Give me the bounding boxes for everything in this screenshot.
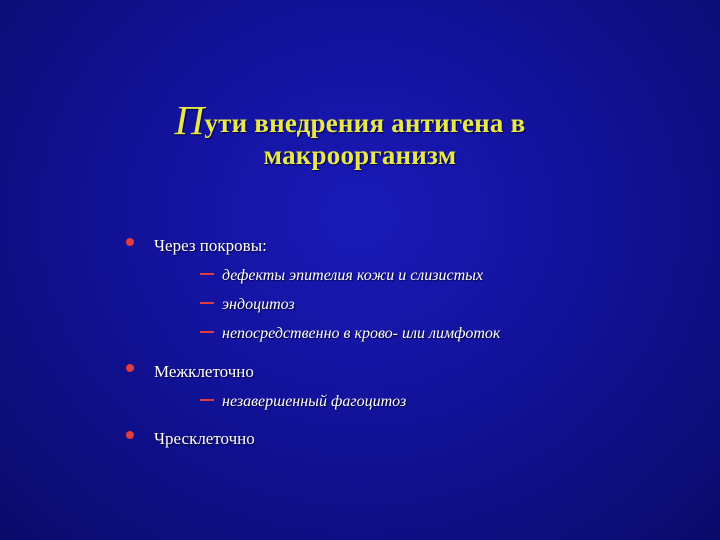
bullet-dot-icon bbox=[126, 364, 134, 372]
sub-item-1-3-text: непосредственно в крово- или лимфоток bbox=[222, 325, 501, 342]
sub-item-1-2 bbox=[200, 296, 295, 314]
dash-bullet-icon bbox=[200, 273, 214, 275]
bullet-item-2-label: Межклеточно bbox=[154, 362, 254, 381]
dash-bullet-icon bbox=[200, 302, 214, 304]
bullet-item-3 bbox=[126, 429, 255, 449]
slide-title-line-2: макроорганизм bbox=[263, 140, 457, 170]
sub-item-2-1-text: незавершенный фагоцитоз bbox=[222, 393, 407, 410]
bullet-item-2 bbox=[126, 362, 254, 382]
bullet-dot-icon bbox=[126, 238, 134, 246]
dash-bullet-icon bbox=[200, 331, 214, 333]
title-line-1-text: ути внедрения антигена в bbox=[204, 108, 526, 138]
bullet-item-3-label: Чресклеточно bbox=[154, 429, 255, 448]
sub-item-1-1 bbox=[200, 267, 483, 285]
bullet-item-1 bbox=[126, 236, 267, 256]
bullet-item-1-label: Через покровы: bbox=[154, 236, 267, 255]
sub-item-2-1 bbox=[200, 393, 406, 411]
sub-item-1-1-text: дефекты эпителия кожи и слизистых bbox=[222, 267, 484, 284]
slide-title-line-1 bbox=[0, 96, 710, 144]
sub-item-1-2-text: эндоцитоз bbox=[222, 296, 295, 313]
sub-item-1-3 bbox=[200, 325, 500, 343]
dash-bullet-icon bbox=[200, 399, 214, 401]
title-initial-letter: П bbox=[174, 97, 205, 143]
bullet-dot-icon bbox=[126, 431, 134, 439]
